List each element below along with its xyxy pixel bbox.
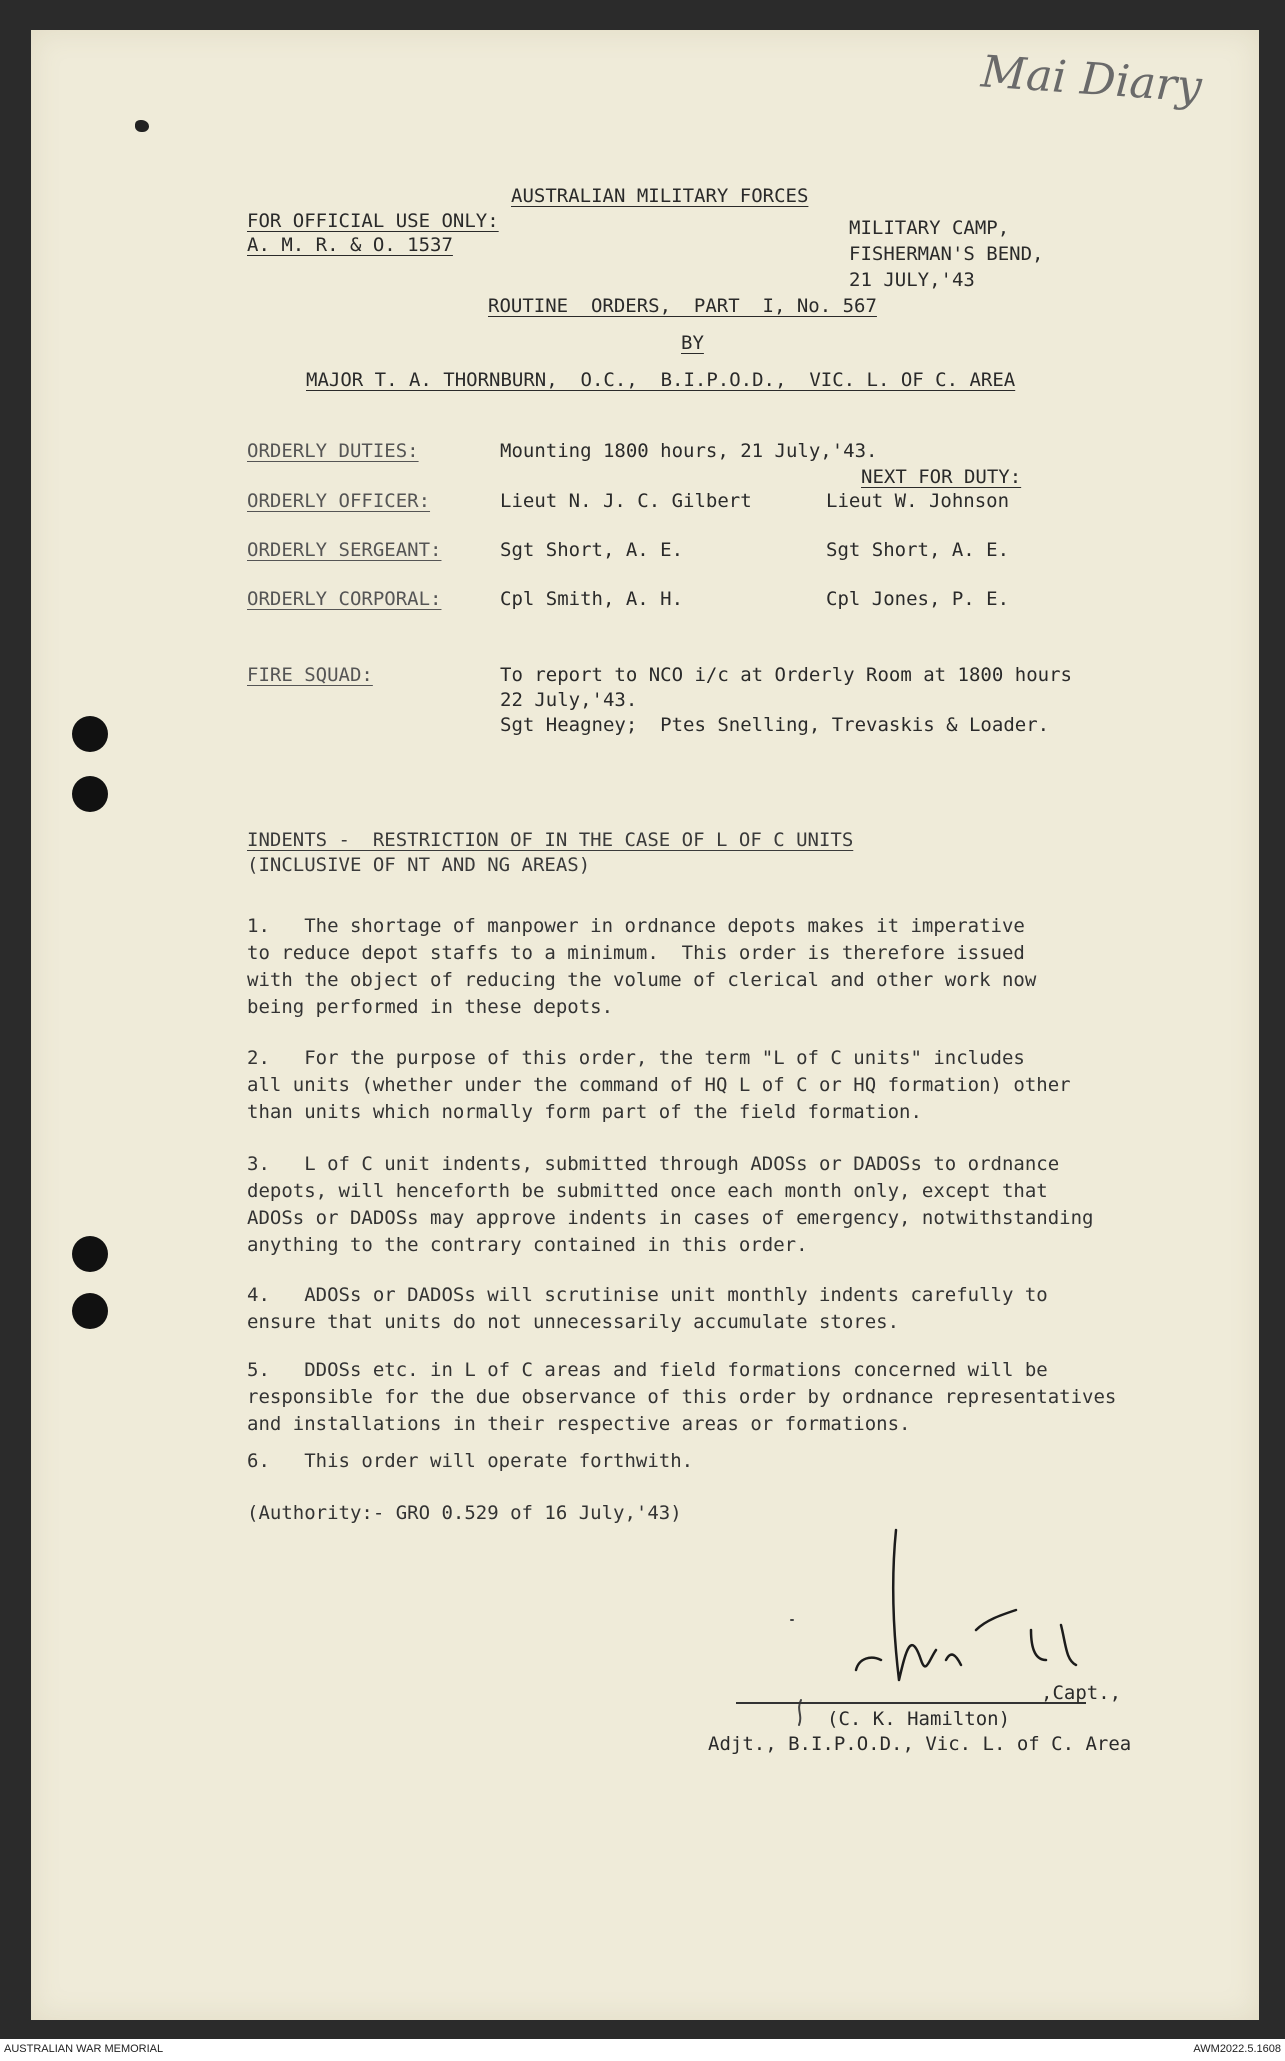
mounting-text: Mounting 1800 hours, 21 July,'43. [500, 440, 878, 462]
document-page [31, 30, 1259, 2020]
next-for-duty-label: NEXT FOR DUTY: [861, 466, 1022, 488]
orderly-officer-current: Lieut N. J. C. Gilbert [500, 490, 752, 512]
archive-footer [0, 2039, 1285, 2061]
paragraph-2: 2. For the purpose of this order, the term "L of C units" includes all units (whether under the command of HQ L of C or HQ formation) other than units which normally form part of the field formation. [247, 1047, 1071, 1123]
orderly-officer-next: Lieut W. Johnson [826, 490, 1010, 512]
by-label: BY [681, 332, 704, 354]
orderly-officer-label: ORDERLY OFFICER: [247, 490, 431, 512]
fire-squad-line-2: 22 July,'43. [500, 689, 638, 711]
orderly-duties-label: ORDERLY DUTIES: [247, 440, 419, 462]
footer-accession: AWM2022.5.1608 [1193, 2043, 1281, 2055]
fire-squad-line-1: To report to NCO i/c at Orderly Room at 1800 hours [500, 664, 1072, 686]
indents-subheading: (INCLUSIVE OF NT AND NG AREAS) [247, 854, 591, 876]
fire-squad-line-3: Sgt Heagney; Ptes Snelling, Trevaskis & Loader. [500, 714, 1050, 736]
orderly-sergeant-next: Sgt Short, A. E. [826, 539, 1010, 561]
signature-rank: ,Capt., [1041, 1682, 1122, 1704]
authority-line: (Authority:- GRO 0.529 of 16 July,'43) [247, 1502, 682, 1524]
punch-hole-1 [72, 716, 108, 752]
ink-spot [135, 120, 149, 132]
orderly-sergeant-label: ORDERLY SERGEANT: [247, 539, 442, 561]
handwritten-annotation: Mai Diary [979, 46, 1204, 113]
indents-heading: INDENTS - RESTRICTION OF IN THE CASE OF L OF C UNITS [247, 829, 854, 851]
punch-hole-2 [72, 776, 108, 812]
paragraph-6: 6. This order will operate forthwith. [247, 1450, 694, 1472]
paragraph-5: 5. DDOSs etc. in L of C areas and field formations concerned will be responsible for the due observance of this order by ordnance representatives and installations in their respective areas or formations. [247, 1359, 1117, 1435]
signature-name: (C. K. Hamilton) [827, 1708, 1011, 1730]
paragraph-3: 3. L of C unit indents, submitted through ADOSs or DADOSs to ordnance depots, will henceforth be submitted once each month only, except that ADOSs or DADOSs may approve indents in cases of emergency, notwithstanding anything to the contrary contained in this order. [247, 1153, 1094, 1256]
reference-number: A. M. R. & O. 1537 [247, 234, 453, 256]
fire-squad-label: FIRE SQUAD: [247, 664, 373, 686]
orderly-sergeant-current: Sgt Short, A. E. [500, 539, 684, 561]
document-date: 21 JULY,'43 [849, 269, 975, 291]
signature-position: Adjt., B.I.P.O.D., Vic. L. of C. Area [708, 1733, 1132, 1755]
punch-hole-4 [72, 1293, 108, 1329]
orderly-corporal-next: Cpl Jones, P. E. [826, 588, 1010, 610]
paragraph-4: 4. ADOSs or DADOSs will scrutinise unit monthly indents carefully to ensure that units do not unnecessarily accumulate stores. [247, 1284, 1048, 1333]
document-title: AUSTRALIAN MILITARY FORCES [511, 185, 809, 207]
paragraph-1: 1. The shortage of manpower in ordnance depots makes it imperative to reduce depot staffs to a minimum. This order is therefore issued with the object of reducing the volume of clerical and other work now being performed in these depots. [247, 915, 1037, 1018]
orders-title: ROUTINE ORDERS, PART I, No. 567 [488, 295, 877, 317]
footer-institution: AUSTRALIAN WAR MEMORIAL [4, 2043, 164, 2055]
signature-line [736, 1702, 1086, 1704]
restriction-label: FOR OFFICIAL USE ONLY: [247, 210, 499, 232]
punch-hole-3 [72, 1236, 108, 1272]
location-line-2: FISHERMAN'S BEND, [849, 243, 1044, 265]
location-line-1: MILITARY CAMP, [849, 217, 1010, 239]
orderly-corporal-label: ORDERLY CORPORAL: [247, 588, 442, 610]
orderly-corporal-current: Cpl Smith, A. H. [500, 588, 684, 610]
issuer-line: MAJOR T. A. THORNBURN, O.C., B.I.P.O.D., VIC. L. OF C. AREA [306, 369, 1016, 391]
